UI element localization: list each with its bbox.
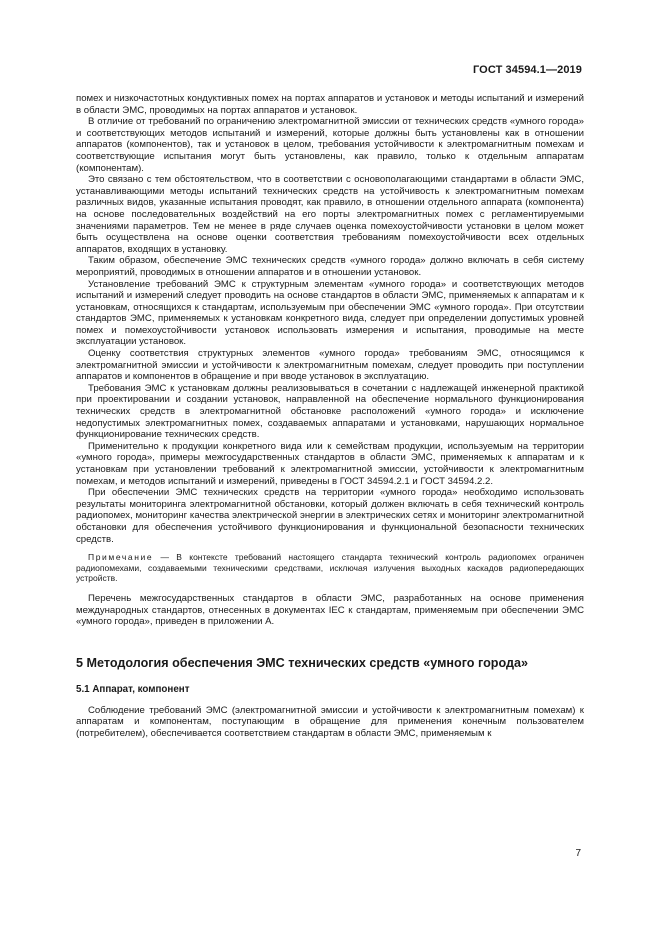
page-number: 7: [575, 848, 581, 859]
paragraph: Соблюдение требований ЭМС (электромагнитной эмиссии и устойчивости к электромагнитным помехам) к аппаратам и компонентам, поступающим в обращение для применения конечным пользователем (потребителем), обеспечивается соответствием стандартам в области ЭМС, применяемым к: [76, 704, 584, 739]
document-body: [76, 93, 584, 740]
paragraph: Таким образом, обеспечение ЭМС технических средств «умного города» должно включать в себя систему мероприятий, проводимых в отношении аппаратов и в отношении установок.: [76, 255, 584, 278]
paragraph: Применительно к продукции конкретного вида или к семействам продукции, используемым на территории «умного города», примеры межгосударственных стандартов в области ЭМС, применяемых к аппаратам и к установкам при установлении требований к электромагнитной эмиссии, устойчивости к электромагнитным помехам, и методов испытаний и измерений, приведены в ГОСТ 34594.2.1 и ГОСТ 34594.2.2.: [76, 440, 584, 487]
paragraph: помех и низкочастотных кондуктивных помех на портах аппаратов и установок и методы испытаний и измерений в области ЭМС, проводимых на портах аппаратов и установок.: [76, 93, 584, 116]
subsection-heading: 5.1 Аппарат, компонент: [76, 683, 190, 695]
section-heading: 5 Методология обеспечения ЭМС технических средств «умного города»: [76, 655, 528, 670]
paragraph: Оценку соответствия структурных элементов «умного города» требованиям ЭМС, относящимся к электромагнитной эмиссии и устойчивости к электромагнитным помехам, следует проводить при поступлении аппаратов и компонентов в обращение и при вводе установок в эксплуатацию.: [76, 348, 584, 383]
paragraph: Требования ЭМС к установкам должны реализовываться в сочетании с надлежащей инженерной практикой при проектировании и создании установок, направленной на обеспечение нормального функционирования технических средств в электромагнитной обстановке расположений «умного города» и исключение недопустимых электромагнитных помех, создаваемых аппаратами и установками, нарушающих нормальное функционирование технических средств.: [76, 382, 584, 441]
note-text: — В контексте требований настоящего стандарта технический контроль радиопомех ограничен радиопомехами, создаваемыми техническими средствами, исключая излучения выходных каскадов радиопередающих устройств.: [76, 552, 584, 584]
paragraph: В отличие от требований по ограничению электромагнитной эмиссии от технических средств «умного города» и соответствующих методов испытаний и измерений, которые должны быть установлены как в отношении аппаратов (компонентов), так и установок в целом, требования устойчивости к электромагнитным помехам и соответствующие испытания могут быть установлены, как правило, только к отдельным аппаратам (компонентам).: [76, 116, 584, 174]
paragraph: Перечень межгосударственных стандартов в области ЭМС, разработанных на основе применения международных стандартов, отнесенных в документах IEC к стандартам, применяемым при обеспечении ЭМС «умного города», приведен в приложении А.: [76, 592, 584, 628]
paragraph: Это связано с тем обстоятельством, что в соответствии с основополагающими стандартами в области ЭМС, устанавливающими методы испытаний технических средств на устойчивость к электромагнитным помехам различных видов, указанные испытания проводят, как правило, в отношении отдельного аппарата (компонента) на основе последовательных воздействий на его порты электромагнитных помех с регламентируемыми значениями параметров. Тем не менее в ряде случаев оценка помехоустойчивости установки в целом может быть осуществлена на основе оценки соответствия требованиям помехоустойчивости всех отдельных аппаратов, входящих в установку.: [76, 174, 584, 255]
document-header-id: ГОСТ 34594.1—2019: [472, 64, 582, 76]
note-label: Примечание: [88, 552, 154, 563]
paragraph: Установление требований ЭМС к структурным элементам «умного города» и соответствующих методов испытаний и измерений следует проводить на основе стандартов в области ЭМС, применяемых к аппаратам и к установкам, относящихся к стандартам, используемым при обеспечении ЭМС «умного города». При отсутствии стандартов ЭМС, применяемых к установкам конкретного вида, следует при определении допустимых уровней помех и помехоустойчивости установок использовать измерения и испытания, проводимые на месте эксплуатации установок.: [76, 278, 584, 348]
note: [76, 552, 584, 584]
paragraph: При обеспечении ЭМС технических средств на территории «умного города» необходимо использовать результаты мониторинга электромагнитной обстановки, который должен включать в себя технический контроль радиопомех, мониторинг качества электрической энергии в электрических сетях и мониторинг электромагнитной обстановки для обеспечения устойчивого функционирования и функциональной безопасности технических средств.: [76, 487, 584, 545]
